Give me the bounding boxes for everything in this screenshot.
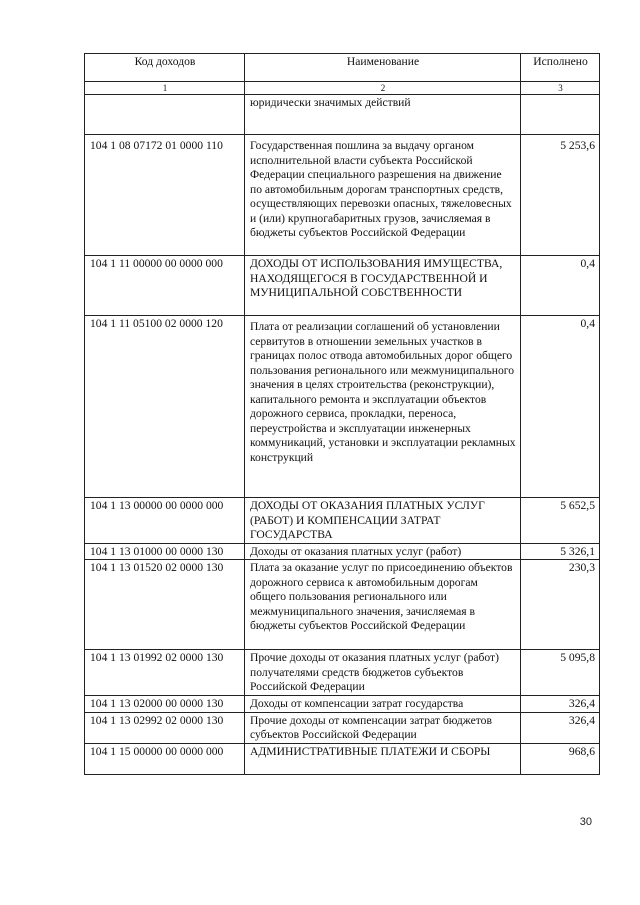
revenue-name: Доходы от компенсации затрат государства [245, 696, 521, 713]
table-row [85, 650, 600, 696]
revenue-amount: 0,4 [521, 316, 600, 498]
table-row [85, 543, 600, 560]
header-amount: Исполнено [521, 54, 600, 82]
revenue-amount [521, 95, 600, 135]
revenue-code: 104 1 13 01992 02 0000 130 [85, 650, 245, 696]
revenue-code: 104 1 13 01520 02 0000 130 [85, 560, 245, 650]
revenue-name: АДМИНИСТРАТИВНЫЕ ПЛАТЕЖИ И СБОРЫ [245, 743, 521, 774]
header-name: Наименование [245, 54, 521, 82]
header-code: Код доходов [85, 54, 245, 82]
revenue-name: юридически значимых действий [245, 95, 521, 135]
revenue-code: 104 1 13 01000 00 0000 130 [85, 543, 245, 560]
revenue-code: 104 1 11 00000 00 0000 000 [85, 256, 245, 316]
revenue-code: 104 1 13 02992 02 0000 130 [85, 712, 245, 743]
revenue-amount: 968,6 [521, 743, 600, 774]
table-row [85, 498, 600, 544]
table-body [85, 95, 600, 775]
table-row [85, 560, 600, 650]
revenue-amount: 326,4 [521, 696, 600, 713]
revenue-amount: 230,3 [521, 560, 600, 650]
revenue-code: 104 1 13 00000 00 0000 000 [85, 498, 245, 544]
revenue-table [84, 53, 600, 775]
column-number: 3 [521, 82, 600, 95]
revenue-name: Плата от реализации соглашений об установлении сервитутов в отношении земельных участков в границах полос отвода автомобильных дорог общего пользования регионального или межмуниципального значения в целях строительства (реконструкции), капитального ремонта и эксплуатации объектов дорожного сервиса, прокладки, переноса, переустройства и эксплуатации инженерных коммуникаций, установки и эксплуатации рекламных конструкций [245, 316, 521, 498]
revenue-amount: 5 095,8 [521, 650, 600, 696]
table-row [85, 95, 600, 135]
revenue-amount: 5 652,5 [521, 498, 600, 544]
revenue-name: Прочие доходы от компенсации затрат бюджетов субъектов Российской Федерации [245, 712, 521, 743]
column-number: 1 [85, 82, 245, 95]
revenue-amount: 5 253,6 [521, 135, 600, 256]
table-row [85, 696, 600, 713]
revenue-amount: 326,4 [521, 712, 600, 743]
header-row [85, 54, 600, 82]
revenue-name: ДОХОДЫ ОТ ИСПОЛЬЗОВАНИЯ ИМУЩЕСТВА, НАХОДЯЩЕГОСЯ В ГОСУДАРСТВЕННОЙ И МУНИЦИПАЛЬНОЙ СОБСТВЕННОСТИ [245, 256, 521, 316]
table-row [85, 316, 600, 498]
revenue-code: 104 1 15 00000 00 0000 000 [85, 743, 245, 774]
table-header [85, 54, 600, 95]
revenue-name: ДОХОДЫ ОТ ОКАЗАНИЯ ПЛАТНЫХ УСЛУГ (РАБОТ) И КОМПЕНСАЦИИ ЗАТРАТ ГОСУДАРСТВА [245, 498, 521, 544]
revenue-name: Государственная пошлина за выдачу органом исполнительной власти субъекта Российской Федерации специального разрешения на движение по автомобильным дорогам транспортных средств, осуществляющих перевозки опасных, тяжеловесных и (или) крупногабаритных грузов, зачисляемая в бюджеты субъектов Российской Федерации [245, 135, 521, 256]
column-number: 2 [245, 82, 521, 95]
table-row [85, 256, 600, 316]
table-row [85, 135, 600, 256]
revenue-code: 104 1 11 05100 02 0000 120 [85, 316, 245, 498]
column-number-row [85, 82, 600, 95]
table-row [85, 712, 600, 743]
revenue-amount: 5 326,1 [521, 543, 600, 560]
revenue-amount: 0,4 [521, 256, 600, 316]
revenue-code: 104 1 08 07172 01 0000 110 [85, 135, 245, 256]
revenue-code [85, 95, 245, 135]
revenue-name: Плата за оказание услуг по присоединению объектов дорожного сервиса к автомобильным дорогам общего пользования регионального или межмуниципального значения, зачисляемая в бюджеты субъектов Российской Федерации [245, 560, 521, 650]
revenue-code: 104 1 13 02000 00 0000 130 [85, 696, 245, 713]
revenue-name: Доходы от оказания платных услуг (работ) [245, 543, 521, 560]
revenue-name: Прочие доходы от оказания платных услуг (работ) получателями средств бюджетов субъектов Российской Федерации [245, 650, 521, 696]
table-row [85, 743, 600, 774]
page-number: 30 [579, 816, 592, 828]
